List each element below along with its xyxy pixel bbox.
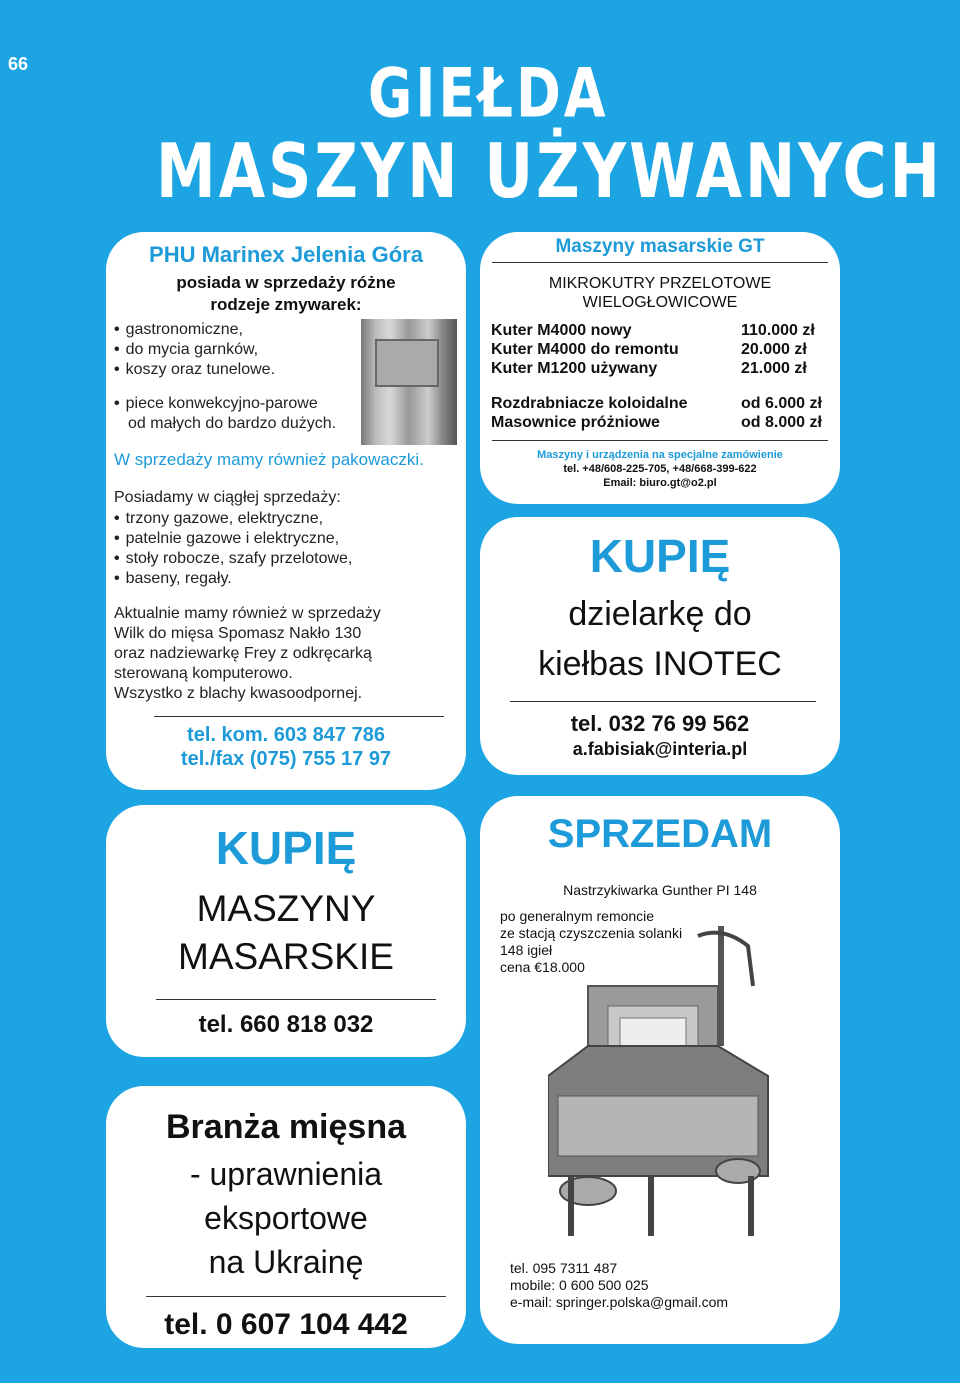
divider xyxy=(510,701,816,702)
page-title-line2: MASZYN UŻYWANYCH xyxy=(156,128,943,216)
list-item: • patelnie gazowe i elektryczne, xyxy=(114,529,352,549)
divider xyxy=(492,440,828,441)
marinex-paragraph xyxy=(114,604,381,704)
price-row xyxy=(491,322,831,340)
kupie-heading: KUPIĘ xyxy=(215,822,357,874)
divider xyxy=(492,262,828,263)
kupie-text xyxy=(106,885,466,981)
item-price: 21.000 zł xyxy=(741,360,807,377)
dishwasher-photo xyxy=(361,319,457,445)
gt-subheading xyxy=(480,274,840,312)
product-name: Nastrzykiwarka Gunther PI 148 xyxy=(563,882,757,898)
kupie-text-line1: dzielarkę do xyxy=(568,595,752,633)
branza-text xyxy=(106,1152,466,1284)
kupie-text-line2: kiełbas INOTEC xyxy=(538,645,782,683)
paragraph-line: Wszystko z blachy kwasoodpornej. xyxy=(114,685,363,702)
kupie-text xyxy=(480,589,840,689)
kupie-text-line2: MASARSKIE xyxy=(178,936,394,977)
marinex-ad xyxy=(106,232,466,790)
sprzedam-heading: SPRZEDAM xyxy=(547,812,773,856)
divider xyxy=(154,716,444,717)
item-price: 20.000 zł xyxy=(741,341,807,358)
list-item: • do mycia garnków, xyxy=(114,340,275,360)
branza-ad xyxy=(106,1086,466,1348)
marinex-promo: W sprzedaży mamy również pakowaczki. xyxy=(114,450,424,469)
contact-phone: tel. 095 7311 487 xyxy=(510,1260,618,1276)
oven-list xyxy=(114,394,336,434)
contact-email: e-mail: springer.polska@gmail.com xyxy=(510,1294,729,1310)
gt-note: Maszyny i urządzenia na specjalne zamówienie xyxy=(537,449,783,461)
kupie-heading: KUPIĘ xyxy=(589,530,731,582)
gt-heading: Maszyny masarskie GT xyxy=(555,236,765,257)
marinex-subtitle xyxy=(106,272,466,316)
item-name: Kuter M4000 nowy xyxy=(491,322,632,339)
paragraph-line: sterowaną komputerowo. xyxy=(114,665,293,682)
list-item: • gastronomiczne, xyxy=(114,320,275,340)
gt-phone: tel. +48/608-225-705, +48/668-399-622 xyxy=(563,463,757,475)
stock-list xyxy=(114,509,352,589)
page-number: 66 xyxy=(8,54,29,74)
description-line: ze stacją czyszczenia solanki xyxy=(500,925,683,941)
marinex-mobile: tel. kom. 603 847 786 xyxy=(187,724,385,746)
injector-machine-photo xyxy=(548,926,778,1246)
branza-text-line2: eksportowe xyxy=(204,1200,368,1236)
list-item: • koszy oraz tunelowe. xyxy=(114,360,275,380)
marinex-subtitle-line1: posiada w sprzedaży różne xyxy=(176,273,396,292)
list-item: • stoły robocze, szafy przelotowe, xyxy=(114,549,352,569)
price-row xyxy=(491,360,831,378)
dishwasher-list xyxy=(114,320,275,380)
gt-email: Email: biuro.gt@o2.pl xyxy=(603,477,717,489)
sprzedam-contacts xyxy=(510,1260,728,1311)
marinex-fax: tel./fax (075) 755 17 97 xyxy=(180,748,392,770)
gt-ad xyxy=(480,232,840,504)
marinex-company: PHU Marinex Jelenia Góra xyxy=(149,242,423,267)
list-item: • piece konwekcyjno-parowe xyxy=(114,394,336,414)
branza-text-line3: na Ukrainę xyxy=(208,1244,364,1280)
paragraph-line: oraz nadziewarkę Frey z odkręcarką xyxy=(114,645,372,662)
marinex-subtitle-line2: rodzeje zmywarek: xyxy=(210,295,362,314)
price-row xyxy=(491,341,831,359)
description-line: 148 igieł xyxy=(500,942,553,958)
item-name: Kuter M4000 do remontu xyxy=(491,341,679,358)
gt-subheading-line2: WIELOGŁOWICOWE xyxy=(582,294,738,311)
kupie-text-line1: MASZYNY xyxy=(196,888,376,929)
item-name: Rozdrabniacze koloidalne xyxy=(491,395,688,412)
item-price: od 8.000 zł xyxy=(741,414,822,431)
description-line: po generalnym remoncie xyxy=(500,908,655,924)
branza-phone: tel. 0 607 104 442 xyxy=(164,1308,408,1341)
price-row xyxy=(491,395,831,413)
divider xyxy=(146,1296,446,1297)
item-name: Masownice próżniowe xyxy=(491,414,660,431)
item-price: 110.000 zł xyxy=(741,322,815,339)
kupie-email: a.fabisiak@interia.pl xyxy=(572,739,748,759)
page-title-line1: GIEŁDA xyxy=(368,54,609,133)
item-price: od 6.000 zł xyxy=(741,395,822,412)
price-row xyxy=(491,414,831,432)
kupie-maszyny-ad xyxy=(106,805,466,1057)
sprzedam-ad xyxy=(480,796,840,1344)
branza-text-line1: - uprawnienia xyxy=(189,1156,383,1192)
list-item: • baseny, regały. xyxy=(114,569,352,589)
paragraph-line: Aktualnie mamy również w sprzedaży xyxy=(114,605,381,622)
description-line: cena €18.000 xyxy=(500,959,585,975)
marinex-stock-intro: Posiadamy w ciągłej sprzedaży: xyxy=(114,489,341,506)
branza-heading: Branża mięsna xyxy=(166,1108,406,1146)
kupie-phone: tel. 660 818 032 xyxy=(198,1011,374,1038)
paragraph-line: Wilk do mięsa Spomasz Nakło 130 xyxy=(114,625,362,642)
list-item-continuation: od małych do bardzo dużych. xyxy=(128,415,337,432)
list-item: • trzony gazowe, elektryczne, xyxy=(114,509,352,529)
item-name: Kuter M1200 używany xyxy=(491,360,658,377)
kupie-dzielarke-ad xyxy=(480,517,840,775)
contact-mobile: mobile: 0 600 500 025 xyxy=(510,1277,649,1293)
kupie-phone: tel. 032 76 99 562 xyxy=(570,711,750,736)
divider xyxy=(156,999,436,1000)
gt-subheading-line1: MIKROKUTRY PRZELOTOWE xyxy=(548,275,772,292)
